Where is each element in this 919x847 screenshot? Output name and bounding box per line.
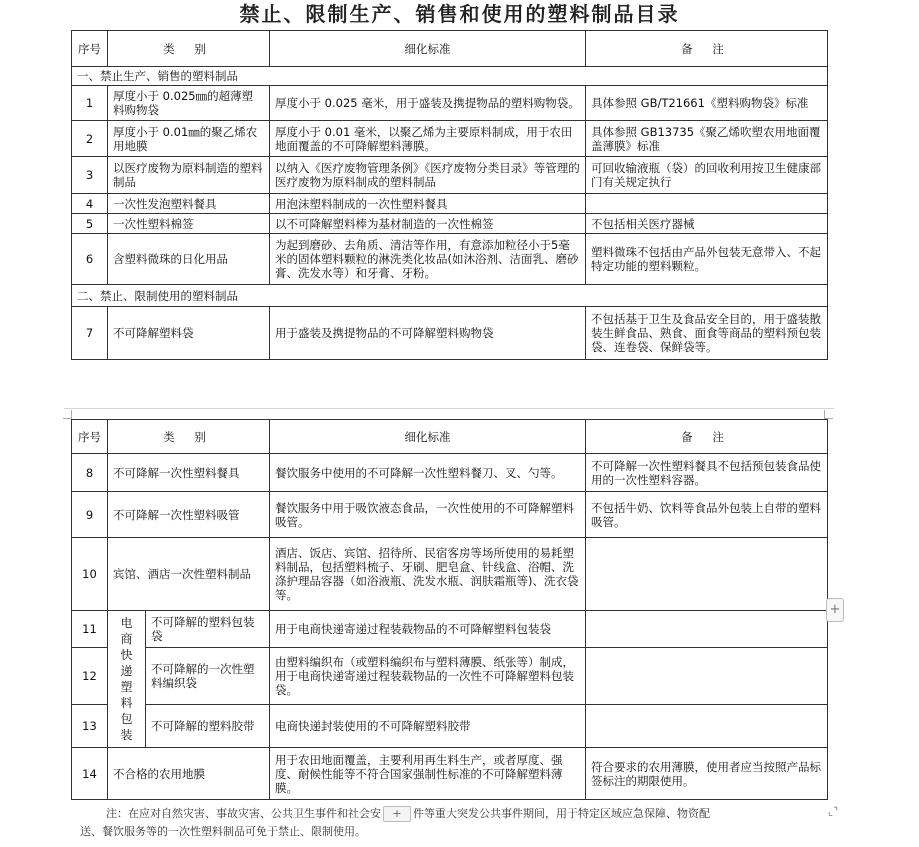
footnote-line-1 bbox=[80, 805, 850, 823]
note-cell: 可回收输液瓶（袋）的回收利用按卫生健康部门有关规定执行 bbox=[586, 157, 828, 194]
table-row bbox=[72, 194, 828, 214]
header-note: 备 注 bbox=[586, 31, 828, 67]
category-cell: 厚度小于 0.01㎜的聚乙烯农用地膜 bbox=[108, 121, 270, 157]
category-cell: 以医疗废物为原料制造的塑料制品 bbox=[108, 157, 270, 194]
footnote-line-1-a: 注：在应对自然灾害、事故灾害、公共卫生事件和社会安 bbox=[106, 807, 381, 820]
category-cell: 不合格的农用地膜 bbox=[108, 748, 270, 800]
note-cell: 不可降解一次性塑料餐具不包括预包装食品使用的一次性塑料容器。 bbox=[586, 454, 828, 492]
note-cell bbox=[586, 648, 828, 705]
category-cell: 不可降解的一次性塑料编织袋 bbox=[146, 648, 270, 705]
section-title-restricted-use: 二、禁止、限制使用的塑料制品 bbox=[72, 285, 828, 307]
header-no: 序号 bbox=[72, 420, 108, 454]
category-cell: 含塑料微珠的日化用品 bbox=[108, 234, 270, 285]
catalog-table-part-1 bbox=[71, 30, 828, 360]
catalog-table-body bbox=[72, 31, 828, 360]
standard-cell: 由塑料编织布（或塑料编织布与塑料薄膜、纸张等）制成，用于电商快递寄递过程装载物品的一次性不可降解塑料包装袋。 bbox=[270, 648, 586, 705]
table-row bbox=[72, 454, 828, 492]
row-number: 13 bbox=[72, 705, 108, 748]
category-cell: 一次性塑料棉签 bbox=[108, 214, 270, 234]
note-cell bbox=[586, 194, 828, 214]
row-number: 12 bbox=[72, 648, 108, 705]
standard-cell: 厚度小于 0.025 毫米，用于盛装及携提物品的塑料购物袋。 bbox=[270, 86, 586, 121]
standard-cell: 酒店、饭店、宾馆、招待所、民宿客房等场所使用的易耗塑料制品，包括塑料梳子、牙刷、肥皂盒、针线盒、浴帽、洗涤护理品容器（如浴液瓶、洗发水瓶、润肤霜瓶等)、洗衣袋等。 bbox=[270, 538, 586, 611]
page-corner-mark-left bbox=[63, 410, 72, 419]
category-cell: 厚度小于 0.025㎜的超薄塑料购物袋 bbox=[108, 86, 270, 121]
row-number: 11 bbox=[72, 611, 108, 648]
group-label-char: 快 bbox=[120, 648, 133, 662]
category-cell: 不可降解塑料袋 bbox=[108, 307, 270, 360]
table-header-row bbox=[72, 31, 828, 67]
table-row bbox=[72, 538, 828, 611]
category-cell: 不可降解一次性塑料吸管 bbox=[108, 492, 270, 538]
section-row bbox=[72, 67, 828, 86]
row-number: 4 bbox=[72, 194, 108, 214]
category-cell: 宾馆、酒店一次性塑料制品 bbox=[108, 538, 270, 611]
note-cell: 具体参照 GB13735《聚乙烯吹塑农用地面覆盖薄膜》标准 bbox=[586, 121, 828, 157]
note-cell: 不包括牛奶、饮料等食品外包装上自带的塑料吸管。 bbox=[586, 492, 828, 538]
standard-cell: 用于盛装及携提物品的不可降解塑料购物袋 bbox=[270, 307, 586, 360]
note-cell: 塑料微珠不包括由产品外包装无意带入、不起特定功能的塑料颗粒。 bbox=[586, 234, 828, 285]
standard-cell: 餐饮服务中使用的不可降解一次性塑料餐刀、叉、勺等。 bbox=[270, 454, 586, 492]
category-cell: 不可降解一次性塑料餐具 bbox=[108, 454, 270, 492]
footnote-line-1-b: 件等重大突发公共事件期间，用于特定区域应急保障、物资配 bbox=[413, 807, 710, 820]
row-number: 1 bbox=[72, 86, 108, 121]
group-label-char: 塑 bbox=[120, 680, 133, 694]
plus-icon: + bbox=[392, 807, 402, 820]
page-break-gap bbox=[0, 374, 919, 410]
category-cell: 一次性发泡塑料餐具 bbox=[108, 194, 270, 214]
row-number: 8 bbox=[72, 454, 108, 492]
group-label-char: 装 bbox=[120, 728, 133, 742]
ecommerce-packaging-group-label bbox=[108, 611, 146, 748]
row-number: 6 bbox=[72, 234, 108, 285]
table-row bbox=[72, 611, 828, 648]
note-cell bbox=[586, 705, 828, 748]
table-row bbox=[72, 307, 828, 360]
resize-corner-icon[interactable]: ⌞⌝ bbox=[827, 805, 839, 818]
header-note: 备 注 bbox=[586, 420, 828, 454]
header-category: 类 别 bbox=[108, 420, 270, 454]
section-row bbox=[72, 285, 828, 307]
header-category: 类 别 bbox=[108, 31, 270, 67]
table-row bbox=[72, 214, 828, 234]
row-number: 10 bbox=[72, 538, 108, 611]
inline-plus-button[interactable] bbox=[383, 806, 411, 822]
add-row-button[interactable] bbox=[826, 598, 844, 622]
standard-cell: 用泡沫塑料制成的一次性塑料餐具 bbox=[270, 194, 586, 214]
standard-cell: 电商快递封装使用的不可降解塑料胶带 bbox=[270, 705, 586, 748]
category-cell: 不可降解的塑料胶带 bbox=[146, 705, 270, 748]
standard-cell: 餐饮服务中用于吸饮液态食品，一次性使用的不可降解塑料吸管。 bbox=[270, 492, 586, 538]
row-number: 5 bbox=[72, 214, 108, 234]
note-cell: 不包括相关医疗器械 bbox=[586, 214, 828, 234]
table-header-row bbox=[72, 420, 828, 454]
group-label-char: 递 bbox=[120, 664, 133, 678]
group-label-char: 包 bbox=[120, 712, 133, 726]
header-no: 序号 bbox=[72, 31, 108, 67]
group-label-char: 料 bbox=[120, 696, 133, 710]
footnote bbox=[80, 805, 850, 841]
row-number: 9 bbox=[72, 492, 108, 538]
note-cell: 不包括基于卫生及食品安全目的，用于盛装散装生鲜食品、熟食、面食等商品的塑料预包装袋、连卷袋、保鲜袋等。 bbox=[586, 307, 828, 360]
table-row bbox=[72, 648, 828, 705]
table-row bbox=[72, 705, 828, 748]
group-label-char: 商 bbox=[120, 632, 133, 646]
catalog-table-part-2 bbox=[71, 419, 828, 800]
page-edge-line bbox=[64, 408, 834, 409]
page-title: 禁止、限制生产、销售和使用的塑料制品目录 bbox=[239, 2, 680, 26]
group-label-char: 电 bbox=[120, 616, 133, 630]
note-cell bbox=[586, 538, 828, 611]
row-number: 14 bbox=[72, 748, 108, 800]
catalog-table-body bbox=[72, 420, 828, 800]
note-cell: 具体参照 GB/T21661《塑料购物袋》标准 bbox=[586, 86, 828, 121]
table-row bbox=[72, 157, 828, 194]
standard-cell: 以纳入《医疗废物管理条例》《医疗废物分类目录》等管理的医疗废物为原料制成的塑料制品 bbox=[270, 157, 586, 194]
standard-cell: 为起到磨砂、去角质、清洁等作用，有意添加粒径小于5毫米的固体塑料颗粒的淋洗类化妆品(如沐浴剂、洁面乳、磨砂膏、洗发水等）和牙膏、牙粉。 bbox=[270, 234, 586, 285]
standard-cell: 以不可降解塑料棒为基材制造的一次性棉签 bbox=[270, 214, 586, 234]
header-standard: 细化标准 bbox=[270, 420, 586, 454]
table-row bbox=[72, 748, 828, 800]
table-row bbox=[72, 234, 828, 285]
row-number: 3 bbox=[72, 157, 108, 194]
footnote-line-2: 送、餐饮服务等的一次性塑料制品可免于禁止、限制使用。 bbox=[80, 825, 366, 838]
note-cell bbox=[586, 611, 828, 648]
section-title-prohibited-production: 一、禁止生产、销售的塑料制品 bbox=[72, 67, 828, 86]
note-cell: 符合要求的农用薄膜，使用者应当按照产品标签标注的期限使用。 bbox=[586, 748, 828, 800]
header-standard: 细化标准 bbox=[270, 31, 586, 67]
page-corner-mark-right bbox=[824, 410, 833, 419]
plus-icon: + bbox=[829, 602, 841, 617]
standard-cell: 用于电商快递寄递过程装载物品的不可降解塑料包装袋 bbox=[270, 611, 586, 648]
row-number: 2 bbox=[72, 121, 108, 157]
row-number: 7 bbox=[72, 307, 108, 360]
standard-cell: 用于农田地面覆盖，主要利用再生料生产，或者厚度、强度、耐候性能等不符合国家强制性标准的不可降解塑料薄膜。 bbox=[270, 748, 586, 800]
standard-cell: 厚度小于 0.01 毫米，以聚乙烯为主要原料制成，用于农田地面覆盖的不可降解塑料薄膜。 bbox=[270, 121, 586, 157]
table-row bbox=[72, 492, 828, 538]
category-cell: 不可降解的塑料包装袋 bbox=[146, 611, 270, 648]
table-row bbox=[72, 86, 828, 121]
table-row bbox=[72, 121, 828, 157]
